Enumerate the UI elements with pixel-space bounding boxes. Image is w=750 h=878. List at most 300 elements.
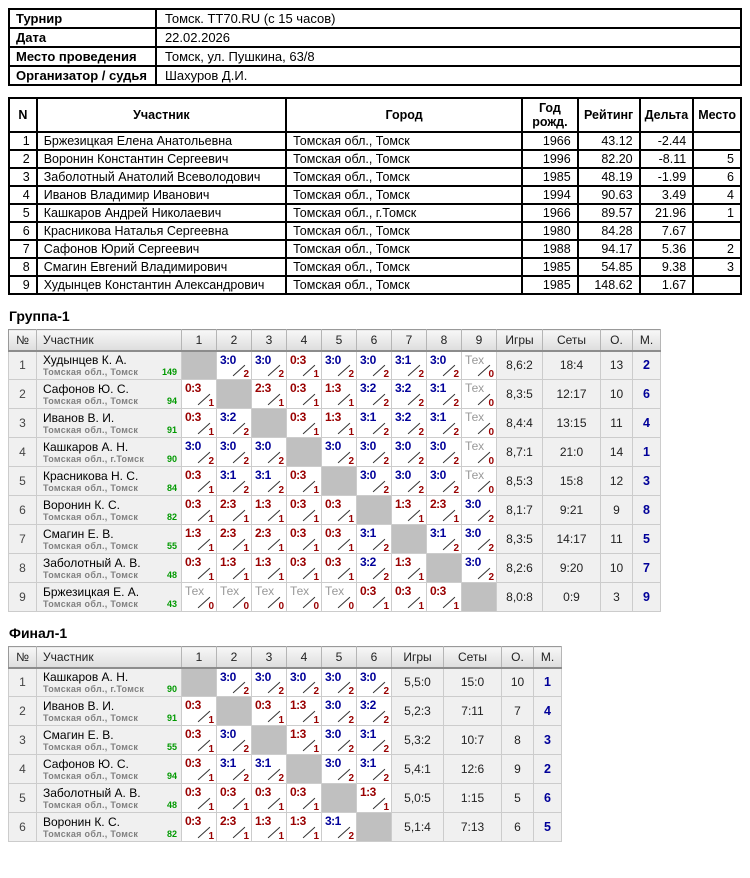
match-points: 2: [383, 543, 389, 554]
match-score: 3:0: [290, 669, 306, 684]
col-header-games: Игры: [497, 330, 543, 351]
place-cell: 8: [633, 496, 661, 525]
participant-name: Воронин Константин Сергеевич: [37, 150, 286, 168]
score-cell: [217, 467, 252, 496]
place-cell: 6: [633, 380, 661, 409]
participant-row: [9, 276, 741, 294]
score-cell: [252, 351, 287, 380]
sets-cell: 12:17: [543, 380, 601, 409]
match-score: 0:3: [255, 785, 271, 799]
participant-delta: -2.44: [640, 132, 694, 150]
games-cell: 8,3:5: [497, 525, 543, 554]
crosstable-head: [9, 647, 562, 668]
participant-city: Томская обл., Томск: [286, 150, 522, 168]
score-cell: [217, 438, 252, 467]
col-header-number: №: [9, 330, 37, 351]
match-score: Тех: [290, 584, 310, 598]
participant-cell: [37, 438, 182, 467]
participant-cell: [37, 351, 182, 380]
col-header-points: О.: [601, 330, 633, 351]
crosstable-body: [9, 351, 661, 612]
sets-cell: 9:20: [543, 554, 601, 583]
score-cell: [182, 380, 217, 409]
score-cell: [287, 351, 322, 380]
participant-rating: 54.85: [578, 258, 640, 276]
match-points: 1: [278, 802, 284, 813]
score-cell: [427, 496, 462, 525]
match-score: 0:3: [185, 756, 201, 770]
games-cell: 5,3:2: [392, 726, 444, 755]
match-score: 2:3: [220, 814, 236, 828]
score-cell: [392, 380, 427, 409]
match-score: 3:1: [360, 410, 376, 424]
score-cell: [322, 525, 357, 554]
participant-subline: [43, 570, 177, 581]
col-header-opponent-9: 9: [462, 330, 497, 351]
match-points: 1: [208, 485, 214, 496]
row-number-cell: 3: [9, 726, 37, 755]
score-cell: [357, 755, 392, 784]
score-cell: [217, 351, 252, 380]
points-cell: 11: [601, 409, 633, 438]
score-cell: [287, 496, 322, 525]
games-cell: 5,2:3: [392, 697, 444, 726]
score-cell: [357, 784, 392, 813]
match-score: 3:0: [430, 439, 446, 453]
match-points: 2: [383, 427, 389, 438]
match-score: 3:0: [360, 468, 376, 482]
crosstable-row: [9, 726, 562, 755]
score-cell: [357, 668, 392, 697]
match-score: 0:3: [185, 410, 201, 424]
score-cell: [322, 813, 357, 842]
games-cell: 8,7:1: [497, 438, 543, 467]
match-points: 2: [383, 715, 389, 726]
score-cell: [287, 697, 322, 726]
participant-subline: [43, 742, 177, 753]
info-value-date: 22.02.2026: [156, 28, 741, 47]
participant-rating: 84.28: [578, 222, 640, 240]
participant-rating: 43.12: [578, 132, 640, 150]
match-score: 1:3: [290, 814, 306, 828]
participant-birth-year: 1980: [522, 222, 578, 240]
match-points: 0: [488, 456, 494, 467]
score-cell: [322, 409, 357, 438]
crosstable-row: [9, 813, 562, 842]
col-header-opponent-3: 3: [252, 330, 287, 351]
col-header-rating: Рейтинг: [578, 98, 640, 132]
participant-place: 6: [693, 168, 741, 186]
score-cell: [427, 351, 462, 380]
participant-rating: 48: [166, 569, 177, 580]
match-points: 2: [383, 773, 389, 784]
match-score: 3:1: [395, 352, 411, 367]
match-score: 3:0: [220, 352, 236, 367]
match-score: 3:0: [255, 352, 271, 367]
crosstable-row: [9, 668, 562, 697]
participant-rating: 149: [161, 366, 177, 377]
participant-cell: [37, 525, 182, 554]
tech-cell: [462, 409, 497, 438]
match-score: 2:3: [430, 497, 446, 511]
sets-cell: 14:17: [543, 525, 601, 554]
tech-cell: [462, 438, 497, 467]
participant-subline: [43, 684, 177, 695]
self-cell: [217, 380, 252, 409]
match-score: 3:0: [220, 727, 236, 741]
participant-number: 4: [9, 186, 37, 204]
participant-rating: 90: [166, 683, 177, 694]
participant-place: [693, 222, 741, 240]
match-points: 1: [208, 715, 214, 726]
match-points: 2: [383, 744, 389, 755]
points-cell: 7: [502, 697, 534, 726]
participant-place: 3: [693, 258, 741, 276]
final-title: Финал-1: [9, 625, 68, 641]
self-cell: [287, 755, 322, 784]
match-points: 0: [488, 485, 494, 496]
col-header-opponent-1: 1: [182, 647, 217, 668]
participant-cell: [37, 496, 182, 525]
match-score: 3:0: [325, 727, 341, 741]
score-cell: [217, 554, 252, 583]
participant-rating: 90.63: [578, 186, 640, 204]
games-cell: 5,1:4: [392, 813, 444, 842]
participant-place: [693, 276, 741, 294]
score-cell: [182, 409, 217, 438]
points-cell: 12: [601, 467, 633, 496]
points-cell: 14: [601, 438, 633, 467]
sets-cell: 18:4: [543, 351, 601, 380]
participant-rating: 55: [166, 540, 177, 551]
match-points: 2: [418, 427, 424, 438]
match-score: 0:3: [290, 526, 306, 540]
score-cell: [357, 351, 392, 380]
score-cell: [287, 726, 322, 755]
participant-name: Худынцев К. А.: [43, 352, 127, 367]
score-cell: [287, 409, 322, 438]
participant-delta: 9.38: [640, 258, 694, 276]
row-number-cell: 4: [9, 438, 37, 467]
points-cell: 3: [601, 583, 633, 612]
participant-cell: [37, 583, 182, 612]
match-score: 3:0: [430, 468, 446, 482]
score-cell: [252, 668, 287, 697]
score-cell: [217, 784, 252, 813]
match-score: 0:3: [290, 410, 306, 424]
participant-delta: 5.36: [640, 240, 694, 258]
place-cell: 4: [534, 697, 562, 726]
participant-cell: [37, 726, 182, 755]
match-score: 3:0: [430, 352, 446, 367]
score-cell: [322, 554, 357, 583]
match-score: 3:0: [325, 698, 341, 712]
participant-subline: [43, 512, 177, 523]
match-score: 3:1: [220, 756, 236, 770]
score-cell: [217, 726, 252, 755]
score-cell: [217, 525, 252, 554]
col-header-opponent-5: 5: [322, 330, 357, 351]
participant-cell: [37, 409, 182, 438]
games-cell: 8,6:2: [497, 351, 543, 380]
score-cell: [182, 496, 217, 525]
self-cell: [357, 496, 392, 525]
match-score: Тех: [185, 584, 205, 598]
place-cell: 2: [633, 351, 661, 380]
match-points: 2: [348, 831, 354, 842]
tech-cell: [322, 583, 357, 612]
info-label-organizer: Организатор / судья: [9, 66, 156, 85]
col-header-place: Место: [693, 98, 741, 132]
col-header-opponent-6: 6: [357, 647, 392, 668]
match-score: 1:3: [395, 497, 411, 511]
participant-birth-year: 1985: [522, 168, 578, 186]
participant-name: Смагин Е. В.: [43, 727, 114, 742]
match-score: 3:0: [360, 439, 376, 453]
sets-cell: 9:21: [543, 496, 601, 525]
score-cell: [392, 583, 427, 612]
match-score: 1:3: [360, 785, 376, 799]
tech-cell: [182, 583, 217, 612]
match-score: 0:3: [185, 381, 201, 395]
points-cell: 6: [502, 813, 534, 842]
match-points: 1: [418, 601, 424, 612]
participant-cell: [37, 554, 182, 583]
match-score: 0:3: [325, 555, 341, 569]
participant-rating: 84: [166, 482, 177, 493]
participant-city: Томская обл., Томск: [286, 186, 522, 204]
info-value-venue: Томск, ул. Пушкина, 63/8: [156, 47, 741, 66]
tournament-info-body: [9, 9, 741, 85]
group-title: Группа-1: [9, 308, 70, 324]
participant-birth-year: 1996: [522, 150, 578, 168]
participant-place: [693, 132, 741, 150]
participant-region: Томская обл., Томск: [43, 828, 139, 839]
participant-rating: 43: [166, 598, 177, 609]
participant-rating: 48: [166, 799, 177, 810]
row-number-cell: 1: [9, 668, 37, 697]
match-points: 1: [313, 715, 319, 726]
match-points: 2: [383, 485, 389, 496]
participants-head: [9, 98, 741, 132]
participant-region: Томская обл., Томск: [43, 511, 139, 522]
match-points: 2: [383, 398, 389, 409]
participant-row: [9, 150, 741, 168]
info-value-organizer: Шахуров Д.И.: [156, 66, 741, 85]
participant-rating: 89.57: [578, 204, 640, 222]
match-points: 1: [313, 369, 319, 380]
match-points: 1: [243, 572, 249, 583]
sets-cell: 7:13: [444, 813, 502, 842]
self-cell: [357, 813, 392, 842]
match-points: 1: [278, 831, 284, 842]
points-cell: 10: [601, 554, 633, 583]
col-header-opponent-1: 1: [182, 330, 217, 351]
participant-rating: 90: [166, 453, 177, 464]
participant-delta: -8.11: [640, 150, 694, 168]
participant-region: Томская обл., Томск: [43, 569, 139, 580]
self-cell: [392, 525, 427, 554]
col-header-opponent-4: 4: [287, 330, 322, 351]
crosstable-row: [9, 583, 661, 612]
match-points: 2: [208, 456, 214, 467]
score-cell: [322, 697, 357, 726]
crosstable-row: [9, 697, 562, 726]
row-number-cell: 6: [9, 813, 37, 842]
row-number-cell: 5: [9, 467, 37, 496]
games-cell: 8,0:8: [497, 583, 543, 612]
participant-number: 9: [9, 276, 37, 294]
score-cell: [322, 438, 357, 467]
col-header-number: №: [9, 647, 37, 668]
col-header-participant: Участник: [37, 647, 182, 668]
match-score: 3:1: [430, 410, 446, 424]
match-score: 1:3: [255, 814, 271, 828]
match-score: 3:0: [255, 439, 271, 453]
score-cell: [217, 409, 252, 438]
participant-region: Томская обл., Томск: [43, 598, 139, 609]
row-number-cell: 1: [9, 351, 37, 380]
points-cell: 5: [502, 784, 534, 813]
match-score: Тех: [465, 352, 485, 367]
participant-rating: 55: [166, 741, 177, 752]
place-cell: 3: [633, 467, 661, 496]
match-score: 1:3: [255, 555, 271, 569]
match-points: 0: [243, 601, 249, 612]
match-points: 1: [208, 744, 214, 755]
col-header-opponent-2: 2: [217, 647, 252, 668]
match-score: 0:3: [290, 497, 306, 511]
match-points: 2: [243, 744, 249, 755]
match-score: 0:3: [255, 698, 271, 712]
score-cell: [322, 496, 357, 525]
score-cell: [462, 554, 497, 583]
match-score: Тех: [465, 439, 485, 453]
match-points: 2: [453, 369, 459, 380]
col-header-opponent-3: 3: [252, 647, 287, 668]
match-points: 2: [243, 456, 249, 467]
match-score: 0:3: [185, 468, 201, 482]
score-cell: [357, 726, 392, 755]
score-cell: [427, 438, 462, 467]
match-points: 1: [313, 572, 319, 583]
match-score: 0:3: [185, 785, 201, 799]
score-cell: [427, 583, 462, 612]
score-cell: [392, 438, 427, 467]
match-score: 3:2: [360, 698, 376, 712]
score-cell: [217, 668, 252, 697]
participant-row: [9, 186, 741, 204]
match-score: 3:0: [360, 669, 376, 684]
place-cell: 6: [534, 784, 562, 813]
col-header-games: Игры: [392, 647, 444, 668]
participant-number: 6: [9, 222, 37, 240]
sets-cell: 12:6: [444, 755, 502, 784]
place-cell: 5: [633, 525, 661, 554]
match-points: 2: [278, 369, 284, 380]
row-number-cell: 9: [9, 583, 37, 612]
row-number-cell: 3: [9, 409, 37, 438]
match-points: 1: [348, 514, 354, 525]
participant-city: Томская обл., Томск: [286, 132, 522, 150]
match-points: 1: [313, 427, 319, 438]
match-points: 1: [208, 398, 214, 409]
match-score: 0:3: [220, 785, 236, 799]
participant-place: 4: [693, 186, 741, 204]
participant-number: 3: [9, 168, 37, 186]
match-points: 1: [243, 831, 249, 842]
games-cell: 5,4:1: [392, 755, 444, 784]
match-score: 3:2: [220, 410, 236, 424]
participant-name: Сафонов Ю. С.: [43, 756, 129, 771]
score-cell: [252, 438, 287, 467]
participant-subline: [43, 800, 177, 811]
place-cell: 9: [633, 583, 661, 612]
match-score: 3:0: [465, 555, 481, 569]
match-score: 3:0: [465, 497, 481, 511]
crosstable-row: [9, 351, 661, 380]
participants-table: [8, 97, 742, 295]
games-cell: 8,4:4: [497, 409, 543, 438]
match-points: 1: [313, 514, 319, 525]
place-cell: 2: [534, 755, 562, 784]
match-score: 0:3: [185, 814, 201, 828]
participant-name: Иванов В. И.: [43, 410, 115, 425]
points-cell: 10: [601, 380, 633, 409]
place-cell: 4: [633, 409, 661, 438]
score-cell: [252, 525, 287, 554]
score-cell: [392, 554, 427, 583]
score-cell: [252, 554, 287, 583]
match-score: 0:3: [290, 785, 306, 799]
match-points: 1: [208, 572, 214, 583]
participant-region: Томская обл., Томск: [43, 424, 139, 435]
score-cell: [322, 755, 357, 784]
sets-cell: 0:9: [543, 583, 601, 612]
match-points: 2: [313, 686, 319, 697]
match-points: 2: [453, 485, 459, 496]
tech-cell: [462, 351, 497, 380]
score-cell: [357, 409, 392, 438]
participant-row: [9, 258, 741, 276]
participant-region: Томская обл., Томск: [43, 770, 139, 781]
participant-rating: 94: [166, 395, 177, 406]
match-score: 3:2: [395, 381, 411, 395]
match-score: 1:3: [395, 555, 411, 569]
match-score: 2:3: [255, 381, 271, 395]
match-score: 3:0: [325, 756, 341, 770]
row-number-cell: 2: [9, 380, 37, 409]
match-score: 3:2: [360, 555, 376, 569]
participant-city: Томская обл., Томск: [286, 276, 522, 294]
match-points: 2: [278, 456, 284, 467]
participant-region: Томская обл., г.Томск: [43, 453, 145, 464]
score-cell: [182, 813, 217, 842]
match-points: 2: [243, 485, 249, 496]
score-cell: [357, 554, 392, 583]
match-points: 1: [418, 514, 424, 525]
match-points: 1: [243, 543, 249, 554]
participant-subline: [43, 367, 177, 378]
participant-rating: 82: [166, 828, 177, 839]
match-points: 1: [418, 572, 424, 583]
match-score: 0:3: [185, 555, 201, 569]
match-score: 3:1: [255, 756, 271, 770]
points-cell: 8: [502, 726, 534, 755]
games-cell: 5,0:5: [392, 784, 444, 813]
participant-cell: [37, 467, 182, 496]
score-cell: [182, 784, 217, 813]
